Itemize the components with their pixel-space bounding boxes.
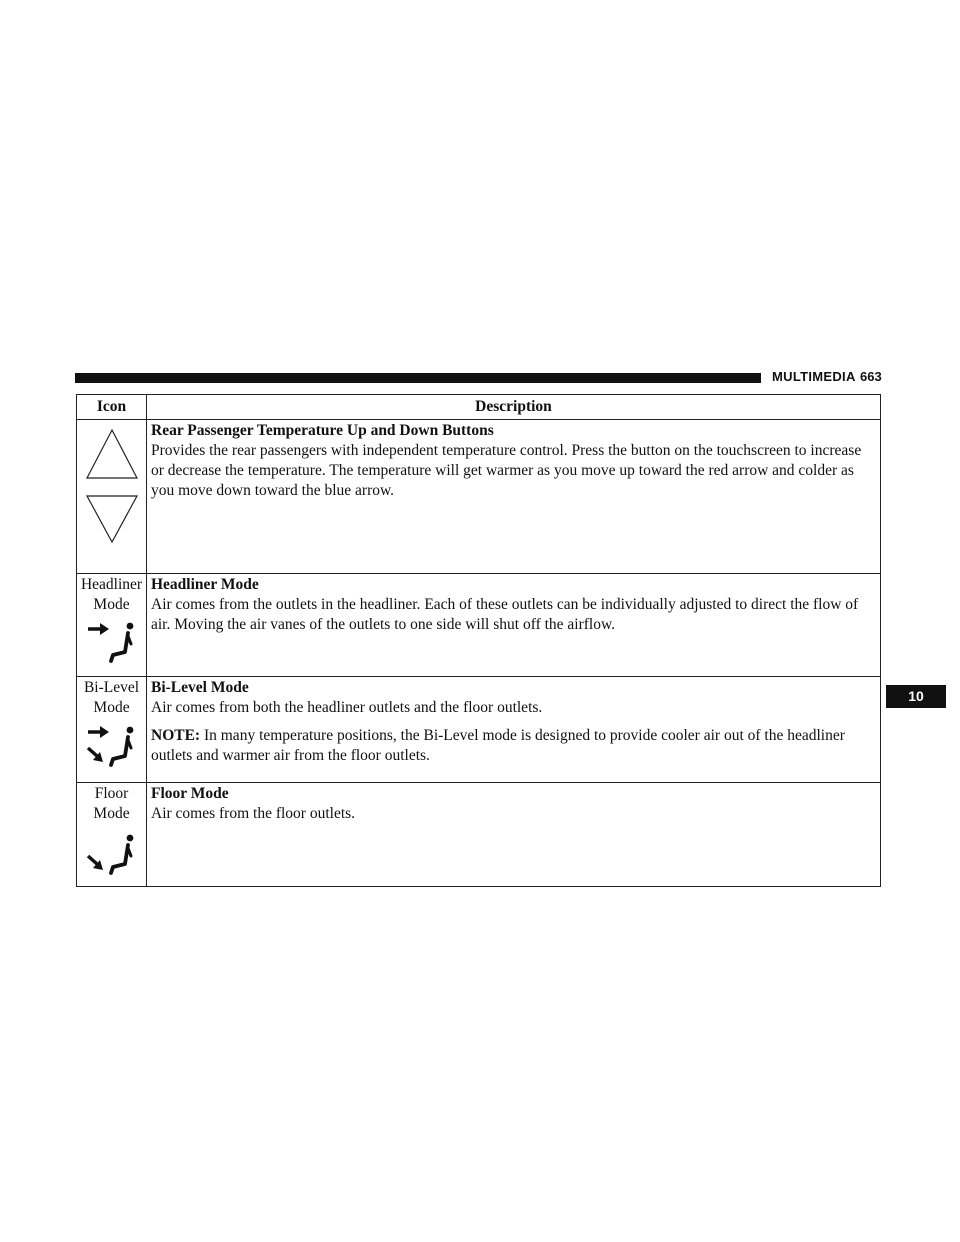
table-row (77, 420, 881, 574)
icon-description-table (76, 394, 881, 887)
column-header-icon: Icon (77, 395, 147, 420)
headliner-mode-icon (82, 617, 142, 663)
table-header-row (77, 395, 881, 420)
table-row (77, 574, 881, 677)
table-row (77, 677, 881, 783)
note (151, 726, 874, 766)
table-row (77, 783, 881, 887)
note-label: NOTE: (151, 727, 201, 744)
column-header-description: Description (147, 395, 881, 420)
icon-cell (77, 574, 147, 677)
row-title: Rear Passenger Temperature Up and Down Buttons (151, 422, 494, 439)
bi-level-mode-icon (82, 720, 142, 770)
chapter-tab: 10 (886, 685, 946, 708)
row-text: Air comes from both the headliner outlets and the floor outlets. (151, 699, 543, 716)
page-number: 663 (860, 369, 882, 384)
floor-mode-icon (82, 828, 142, 878)
temperature-up-icon (84, 428, 140, 482)
icon-cell (77, 677, 147, 783)
row-text: Air comes from the floor outlets. (151, 805, 356, 822)
icon-label: Floor (94, 785, 129, 802)
icon-label: Headliner (80, 576, 143, 593)
icon-label: Mode (93, 596, 130, 613)
description-cell (147, 420, 881, 574)
icon-label: Bi-Level (83, 679, 140, 696)
icon-cell (77, 783, 147, 887)
header-rule (75, 373, 761, 383)
description-cell (147, 783, 881, 887)
row-title: Headliner Mode (151, 576, 259, 593)
row-title: Floor Mode (151, 785, 229, 802)
icon-cell (77, 420, 147, 574)
temperature-down-icon (84, 492, 140, 546)
section-name: MULTIMEDIA (772, 369, 856, 384)
description-cell (147, 677, 881, 783)
description-cell (147, 574, 881, 677)
row-text: Provides the rear passengers with independent temperature control. Press the button on the touchscreen to increase or decrease the temperature. The temperature will get warmer as you move up toward the red arrow and colder as you move down toward the blue arrow. (151, 442, 862, 499)
row-text: Air comes from the outlets in the headliner. Each of these outlets can be individually adjusted to direct the flow of air. Moving the air vanes of the outlets to one side will shut off the airflow. (151, 596, 859, 633)
icon-label: Mode (93, 699, 130, 716)
note-text: In many temperature positions, the Bi-Level mode is designed to provide cooler air out of the headliner outlets and warmer air from the floor outlets. (151, 727, 845, 764)
icon-label: Mode (93, 805, 130, 822)
row-title: Bi-Level Mode (151, 679, 249, 696)
